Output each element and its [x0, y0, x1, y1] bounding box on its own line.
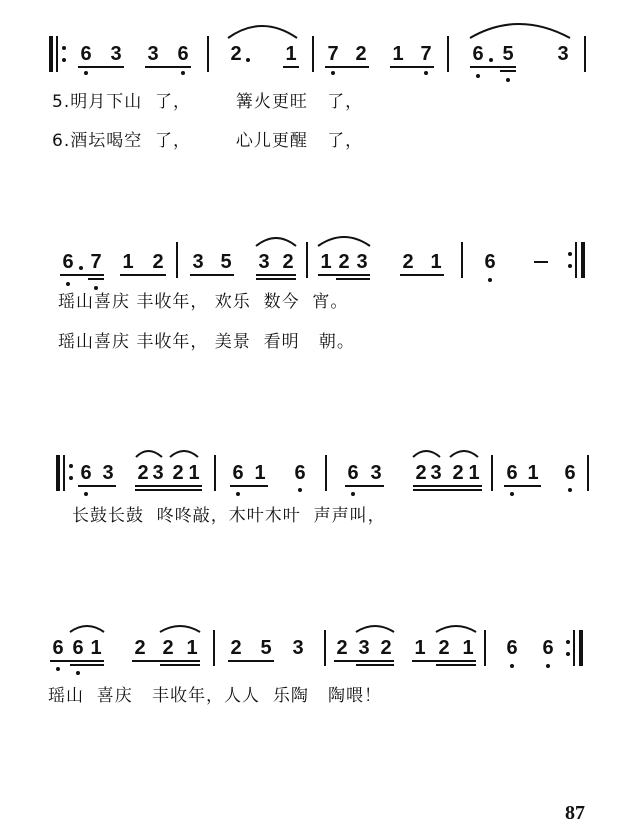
note: 2: [380, 637, 392, 659]
note: 6: [294, 462, 306, 484]
note: 3: [557, 43, 569, 65]
note: 6: [232, 462, 244, 484]
note: 3: [102, 462, 114, 484]
note: 3: [358, 637, 370, 659]
note: 1: [527, 462, 539, 484]
note: 6: [62, 251, 74, 273]
note: 3: [292, 637, 304, 659]
note: 3: [110, 43, 122, 65]
note: 5: [260, 637, 272, 659]
note: 6: [484, 251, 496, 273]
note: 2: [172, 462, 184, 484]
note: 2: [336, 637, 348, 659]
slur: [170, 451, 198, 457]
note: 2: [402, 251, 414, 273]
note: 6: [506, 637, 518, 659]
note: 2: [282, 251, 294, 273]
note: 2: [355, 43, 367, 65]
page-number: 87: [565, 802, 585, 824]
lyric-line: 瑶山喜庆 丰收年， 美景 看明 朝。: [58, 332, 355, 352]
note: 3: [152, 462, 164, 484]
note: 1: [186, 637, 198, 659]
note: 5: [220, 251, 232, 273]
note: 1: [430, 251, 442, 273]
lyric-line: 瑶山喜庆 丰收年， 欢乐 数今 宵。: [58, 292, 349, 312]
note: 6: [472, 43, 484, 65]
note: 6: [177, 43, 189, 65]
note: 3: [147, 43, 159, 65]
note: 1: [392, 43, 404, 65]
slur: [470, 24, 570, 38]
note: 1: [285, 43, 297, 65]
note: 6: [506, 462, 518, 484]
slur: [256, 238, 296, 246]
note: 2: [230, 43, 242, 65]
note: 2: [438, 637, 450, 659]
note: 1: [320, 251, 332, 273]
slur: [70, 626, 104, 632]
note: 3: [370, 462, 382, 484]
note: 2: [137, 462, 149, 484]
note: 1: [122, 251, 134, 273]
note: 1: [188, 462, 200, 484]
note: 3: [430, 462, 442, 484]
note: 3: [192, 251, 204, 273]
slur: [413, 451, 440, 457]
note: 2: [338, 251, 350, 273]
note: 6: [80, 43, 92, 65]
lyric-line: 6.酒坛喝空 了， 心儿更醒 了，: [52, 131, 364, 151]
note: 2: [230, 637, 242, 659]
slur: [160, 626, 200, 632]
slur: [318, 237, 370, 246]
note: 1: [254, 462, 266, 484]
slur: [228, 26, 297, 38]
note: 2: [134, 637, 146, 659]
note: 7: [420, 43, 432, 65]
note: 6: [564, 462, 576, 484]
lyric-line: 瑶山 喜庆 丰收年，人人 乐陶 陶喂！: [48, 686, 383, 706]
slur: [356, 626, 394, 632]
slur: [436, 626, 476, 632]
note: 6: [542, 637, 554, 659]
note: 7: [90, 251, 102, 273]
note: 2: [452, 462, 464, 484]
lyric-line: 5.明月下山 了， 篝火更旺 了，: [52, 92, 364, 112]
note: 6: [347, 462, 359, 484]
note: 2: [415, 462, 427, 484]
note: 6: [80, 462, 92, 484]
note: 1: [468, 462, 480, 484]
note: 7: [327, 43, 339, 65]
note: 6: [72, 637, 84, 659]
note: 1: [90, 637, 102, 659]
note: 6: [52, 637, 64, 659]
note: 1: [414, 637, 426, 659]
note: 3: [258, 251, 270, 273]
note: 2: [162, 637, 174, 659]
slur: [450, 451, 478, 457]
note: 2: [152, 251, 164, 273]
note: 3: [356, 251, 368, 273]
note: 5: [502, 43, 514, 65]
slur: [136, 451, 162, 457]
lyric-line: 长鼓长鼓 咚咚敲，木叶木叶 声声叫，: [72, 506, 386, 526]
note: 1: [462, 637, 474, 659]
